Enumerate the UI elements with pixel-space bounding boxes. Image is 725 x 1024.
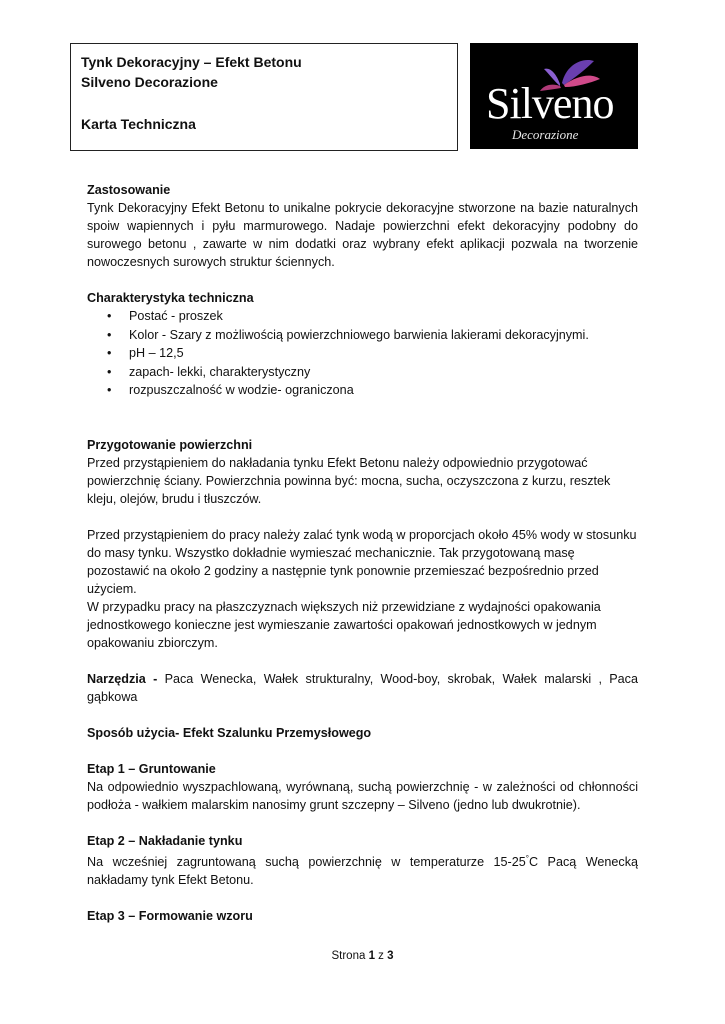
section-sposob bbox=[87, 724, 638, 742]
section-heading: Zastosowanie bbox=[87, 183, 171, 197]
section-etap2 bbox=[87, 832, 638, 889]
total-pages: 3 bbox=[387, 950, 394, 962]
current-page: 1 bbox=[368, 950, 375, 962]
section-text: Tynk Dekoracyjny Efekt Betonu to unikalne pokrycie dekoracyjne stworzone na bazie naturalnych spoiw wapiennych i pyłu marmurowego. Nadaje powierzchni efekt dekoracyjny podobny do surowego betonu , zawarte w nim dodatki oraz wybrany efekt aplikacji pozwala na tworzenie nowoczesnych surowych struktur ściennych. bbox=[87, 201, 638, 269]
section-etap3 bbox=[87, 907, 638, 925]
document-body bbox=[87, 181, 638, 943]
page-footer: Strona 1 z 3 bbox=[331, 950, 394, 962]
section-text: W przypadku pracy na płaszczyznach większych niż przewidziane z wydajności opakowania jednostkowego konieczne jest wymieszanie zawartości opakowań jednostkowych w jednym opakowaniu zbiorczym. bbox=[87, 599, 601, 650]
section-mieszanie bbox=[87, 526, 638, 652]
section-text: Przed przystąpieniem do nakładania tynku Efekt Betonu należy odpowiednio przygotować powierzchnię ściany. Powierzchnia powinna być: mocna, sucha, oczyszczona z kurzu, resztek kleju, olejów, brudu i tłuszczów. bbox=[87, 455, 611, 506]
tools-label: Narzędzia - bbox=[87, 671, 165, 686]
section-heading: Przygotowanie powierzchni bbox=[87, 437, 253, 452]
logo-wordmark: Silveno bbox=[486, 79, 614, 128]
list-item: • Postać - proszek bbox=[107, 309, 223, 323]
list-item: • pH – 12,5 bbox=[107, 346, 184, 360]
brand-name: Silveno Decorazione bbox=[81, 74, 218, 90]
document-title: Tynk Dekoracyjny – Efekt Betonu bbox=[81, 54, 302, 70]
section-heading: Etap 1 – Gruntowanie bbox=[87, 761, 216, 776]
tools-text: Paca Wenecka, Wałek strukturalny, Wood-boy, skrobak, Wałek malarski , Paca gąbkowa bbox=[87, 671, 638, 704]
section-przygotowanie bbox=[87, 436, 638, 508]
list-item: • zapach- lekki, charakterystyczny bbox=[107, 364, 311, 379]
section-text: Na wcześniej zagruntowaną suchą powierzchnię w temperaturze 15-25°C Pacą Wenecką nakładamy tynk Efekt Betonu. bbox=[87, 853, 638, 887]
spec-list bbox=[87, 307, 638, 400]
section-heading: Etap 3 – Formowanie wzoru bbox=[87, 908, 253, 923]
document-header bbox=[70, 43, 458, 151]
section-charakterystyka bbox=[87, 289, 638, 400]
logo-subtitle: Decorazione bbox=[512, 127, 579, 142]
list-item: • rozpuszczalność w wodzie- ograniczona bbox=[107, 383, 354, 397]
section-narzedzia bbox=[87, 670, 638, 706]
silveno-logo bbox=[470, 43, 638, 149]
section-text: Na odpowiednio wyszpachlowaną, wyrównaną, suchą powierzchnię - w zależności od chłonności podłoża - wałkiem malarskim nanosimy grunt szczepny – Silveno (jedno lub dwukrotnie). bbox=[87, 779, 638, 812]
section-zastosowanie bbox=[87, 181, 638, 271]
list-item: • Kolor - Szary z możliwością powierzchniowego barwienia lakierami dekoracyjnymi. bbox=[107, 327, 589, 342]
section-heading: Etap 2 – Nakładanie tynku bbox=[87, 833, 243, 848]
section-heading: Sposób użycia- Efekt Szalunku Przemysłowego bbox=[87, 725, 372, 740]
section-heading: Charakterystyka techniczna bbox=[87, 291, 254, 305]
section-etap1 bbox=[87, 760, 638, 814]
document-type: Karta Techniczna bbox=[81, 116, 196, 132]
section-text: Przed przystąpieniem do pracy należy zalać tynk wodą w proporcjach około 45% wody w stosunku do masy tynku. Wszystko dokładnie wymieszać mechanicznie. Tak przygotowaną masę pozostawić na około 2 godziny a następnie tynk ponownie przemieszać bezpośrednio przed użyciem. bbox=[87, 527, 637, 596]
